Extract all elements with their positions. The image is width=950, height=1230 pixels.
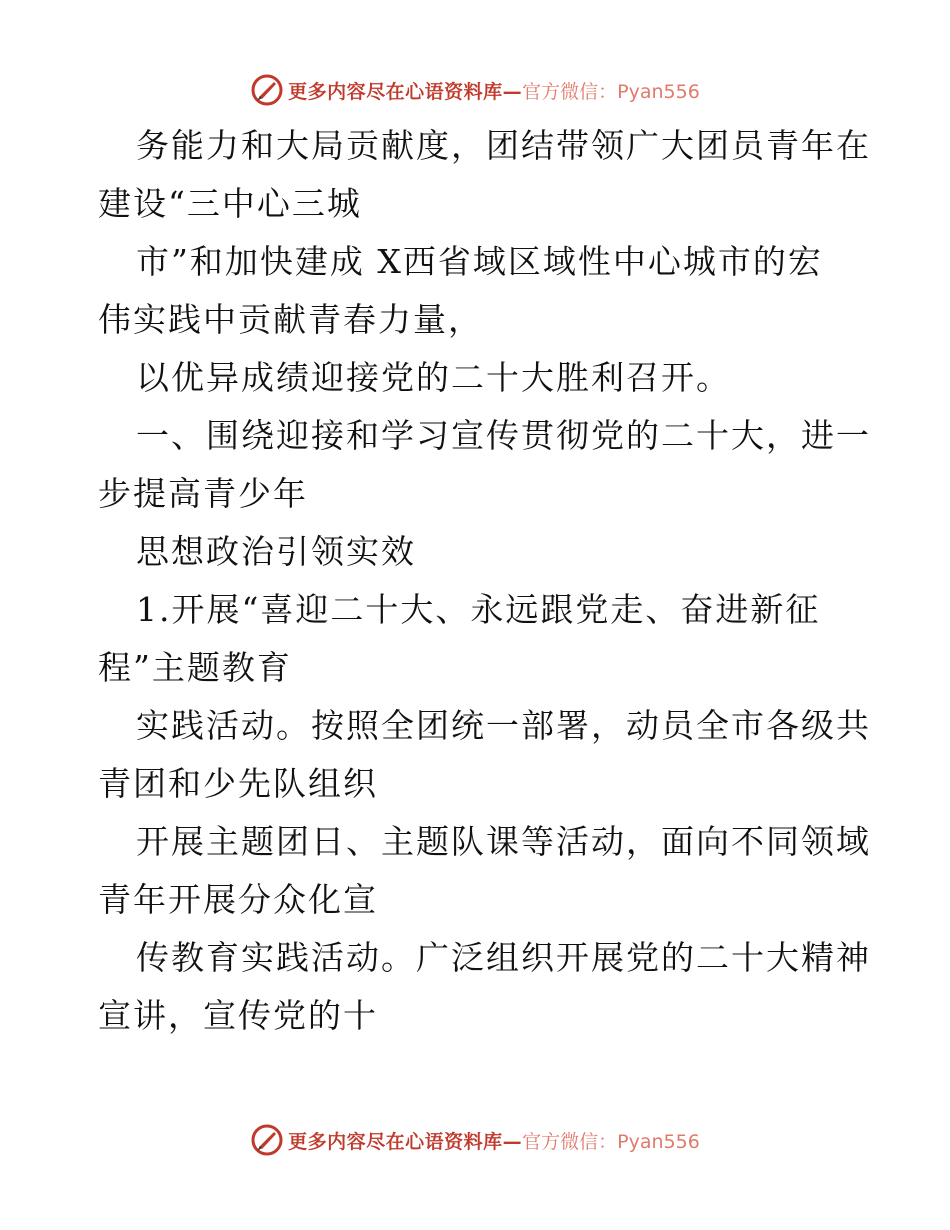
quill-logo-icon — [250, 1123, 284, 1157]
document-body — [98, 117, 871, 1045]
quill-logo-icon — [250, 73, 284, 107]
text-line: 一、围绕迎接和学习宣传贯彻党的二十大，进一 — [136, 416, 871, 455]
text-line: 青年开展分众化宣 — [98, 880, 378, 919]
footer-banner — [0, 1120, 950, 1160]
text-line: 建设“三中心三城 — [98, 184, 362, 223]
text-line: 务能力和大局贡献度，团结带领广大团员青年在 — [136, 126, 871, 165]
text-line: 伟实践中贡献青春力量， — [98, 300, 483, 339]
header-brand-text: 更多内容尽在心语资料库— — [288, 80, 523, 103]
text-line: 宣讲，宣传党的十 — [98, 996, 378, 1035]
text-line: 市”和加快建成 X西省域区域性中心城市的宏 — [136, 242, 823, 281]
header-banner — [0, 70, 950, 110]
text-line: 程”主题教育 — [98, 648, 292, 687]
text-line: 步提高青少年 — [98, 474, 308, 513]
header-wechat-text: 官方微信：Pyan556 — [522, 80, 700, 103]
text-line: 青团和少先队组织 — [98, 764, 378, 803]
footer-brand-text: 更多内容尽在心语资料库— — [288, 1130, 523, 1153]
text-line: 传教育实践活动。广泛组织开展党的二十大精神 — [136, 938, 871, 977]
text-line: 1.开展“喜迎二十大、永远跟党走、奋进新征 — [136, 590, 821, 629]
text-line: 以优异成绩迎接党的二十大胜利召开。 — [136, 358, 731, 397]
text-line: 思想政治引领实效 — [136, 532, 416, 571]
text-line: 开展主题团日、主题队课等活动，面向不同领域 — [136, 822, 871, 861]
footer-wechat-text: 官方微信：Pyan556 — [522, 1130, 700, 1153]
text-line: 实践活动。按照全团统一部署，动员全市各级共 — [136, 706, 871, 745]
